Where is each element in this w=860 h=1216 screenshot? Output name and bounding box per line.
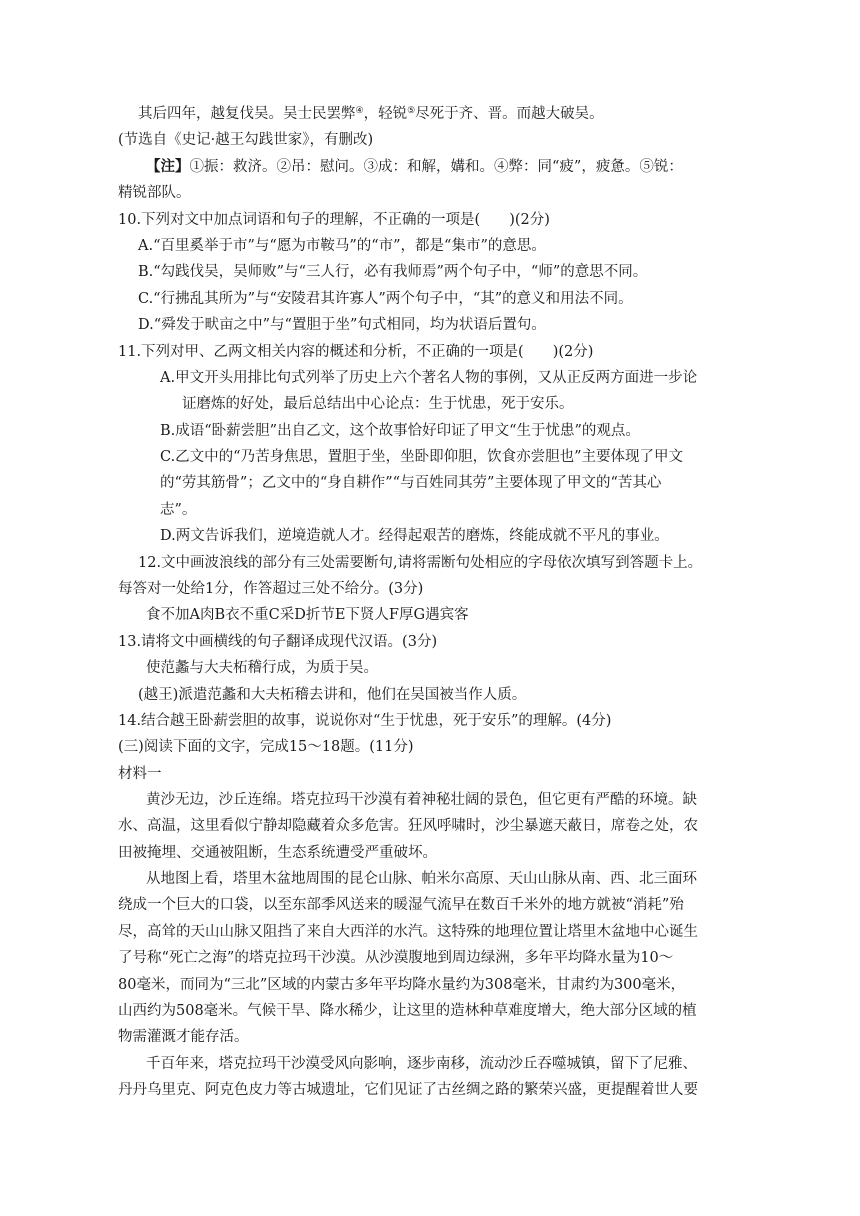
section-3-heading: (三)阅读下面的文字，完成15～18题。(11分) bbox=[118, 739, 414, 755]
material-1-p3-line-2: 丹丹乌里克、阿克色皮力等古城遗址，它们见证了古丝绸之路的繁荣兴盛，更提醒着世人要 bbox=[118, 1082, 698, 1098]
material-1-heading: 材料一 bbox=[118, 766, 162, 782]
q11-option-c-cont-2: 志”。 bbox=[160, 502, 197, 518]
q11-option-c: C.乙文中的“乃苦身焦思，置胆于坐，坐卧即仰胆，饮食亦尝胆也”主要体现了甲文 bbox=[160, 449, 684, 465]
q11-option-a-cont: 证磨炼的好处，最后总结出中心论点：生于忧患，死于安乐。 bbox=[182, 396, 574, 412]
footnote-marker: ④ bbox=[355, 106, 364, 116]
material-1-p2-line-1: 从地图上看，塔里木盆地周围的昆仑山脉、帕米尔高原、天山山脉从南、西、北三面环 bbox=[146, 871, 697, 887]
footnote-line-2: 精锐部队。 bbox=[118, 185, 191, 201]
footnote-line-1 bbox=[146, 157, 683, 177]
q13-answer: (越王)派遣范蠡和大夫柘稽去讲和，他们在吴国被当作人质。 bbox=[138, 687, 527, 703]
material-1-p1-line-2: 水、高温，这里看似宁静却隐藏着众多危害。狂风呼啸时，沙尘暴遮天蔽日，席卷之处，农 bbox=[118, 818, 698, 834]
question-14: 14.结合越王卧薪尝胆的故事，说说你对“生于忧患，死于安乐”的理解。(4分) bbox=[118, 713, 612, 729]
material-1-p2-line-2: 绕成一个巨大的口袋，以至东部季风送来的暖湿气流早在数百千米外的地方就被“消耗”殆 bbox=[118, 897, 684, 913]
footnote-marker: ⑤ bbox=[407, 106, 416, 116]
source-citation: (节选自《史记·越王勾践世家》，有删改) bbox=[118, 132, 374, 148]
material-1-p2-line-5: 80毫米，而同为“三北”区域的内蒙古多年平均降水量约为308毫米，甘肃约为300毫米， bbox=[118, 977, 686, 993]
q11-option-b: B.成语“卧薪尝胆”出自乙文，这个故事恰好印证了甲文“生于忧患”的观点。 bbox=[160, 423, 640, 439]
q10-option-d: D.“舜发于畎亩之中”与“置胆于坐”句式相同，均为状语后置句。 bbox=[138, 317, 546, 333]
material-1-p2-line-4: 了号称“死亡之海”的塔克拉玛干沙漠。从沙漠腹地到周边绿洲，多年平均降水量为10～ bbox=[118, 950, 674, 966]
material-1-p2-line-6: 山西约为508毫米。气候干旱、降水稀少，让这里的造林种草难度增大，绝大部分区域的植 bbox=[118, 1003, 697, 1019]
question-12-cont: 每答对一处给1分，作答超过三处不给分。(3分) bbox=[118, 581, 424, 597]
material-1-p2-line-7: 物需灌溉才能存活。 bbox=[118, 1029, 249, 1045]
passage-line-1 bbox=[138, 104, 604, 124]
q11-option-a: A.甲文开头用排比句式列举了历史上六个著名人物的事例，又从正反两方面进一步论 bbox=[160, 370, 698, 386]
question-12: 12.文中画波浪线的部分有三处需要断句,请将需断句处相应的字母依次填写到答题卡上。 bbox=[138, 555, 703, 571]
material-1-p2-line-3: 尽，高耸的天山山脉又阻挡了来自大西洋的水汽。这特殊的地理位置让塔里木盆地中心诞生 bbox=[118, 924, 698, 940]
q12-sentence: 食不加A肉B衣不重C采D折节E下贤人F厚G遇宾客 bbox=[146, 607, 469, 623]
material-1-p3-line-1: 千百年来，塔克拉玛干沙漠受风向影响，逐步南移，流动沙丘吞噬城镇，留下了尼雅、 bbox=[146, 1056, 697, 1072]
footnote-label: 【注】 bbox=[146, 158, 190, 175]
question-13: 13.请将文中画横线的句子翻译成现代汉语。(3分) bbox=[118, 634, 438, 650]
q10-option-a: A.“百里奚举于市”与“愿为市鞍马”的“市”，都是“集市”的意思。 bbox=[138, 238, 546, 254]
question-11: 11.下列对甲、乙两文相关内容的概述和分析，不正确的一项是( )(2分) bbox=[118, 344, 594, 360]
text-span: 其后四年，越复伐吴。吴士民罢弊 bbox=[138, 106, 356, 122]
q11-option-c-cont-1: 的“劳其筋骨”；乙文中的“身自耕作”“与百姓同其劳”主要体现了甲文的“苦其心 bbox=[160, 475, 662, 491]
material-1-p1-line-3: 田被掩埋、交通被阻断，生态系统遭受严重破坏。 bbox=[118, 845, 437, 861]
text-span: ，轻锐 bbox=[363, 106, 408, 122]
text-span: ①振：救济。②吊：慰问。③成：和解，媾和。④弊：同“疲”，疲惫。⑤锐： bbox=[189, 159, 683, 175]
text-span: 尽死于齐、晋。而越大破吴。 bbox=[415, 106, 604, 122]
q10-option-c: C.“行拂乱其所为”与“安陵君其许寡人”两个句子中，“其”的意义和用法不同。 bbox=[138, 291, 633, 307]
q11-option-d: D.两文告诉我们，逆境造就人才。经得起艰苦的磨炼，终能成就不平凡的事业。 bbox=[160, 528, 669, 544]
question-10: 10.下列对文中加点词语和句子的理解，不正确的一项是( )(2分) bbox=[118, 212, 550, 228]
q10-option-b: B.“勾践伐吴，吴师败”与“三人行，必有我师焉”两个句子中，“师”的意思不同。 bbox=[138, 264, 648, 280]
q13-sentence: 使范蠡与大夫柘稽行成，为质于吴。 bbox=[146, 660, 378, 676]
material-1-p1-line-1: 黄沙无边，沙丘连绵。塔克拉玛干沙漠有着神秘壮阔的景色，但它更有严酷的环境。缺 bbox=[146, 792, 697, 808]
